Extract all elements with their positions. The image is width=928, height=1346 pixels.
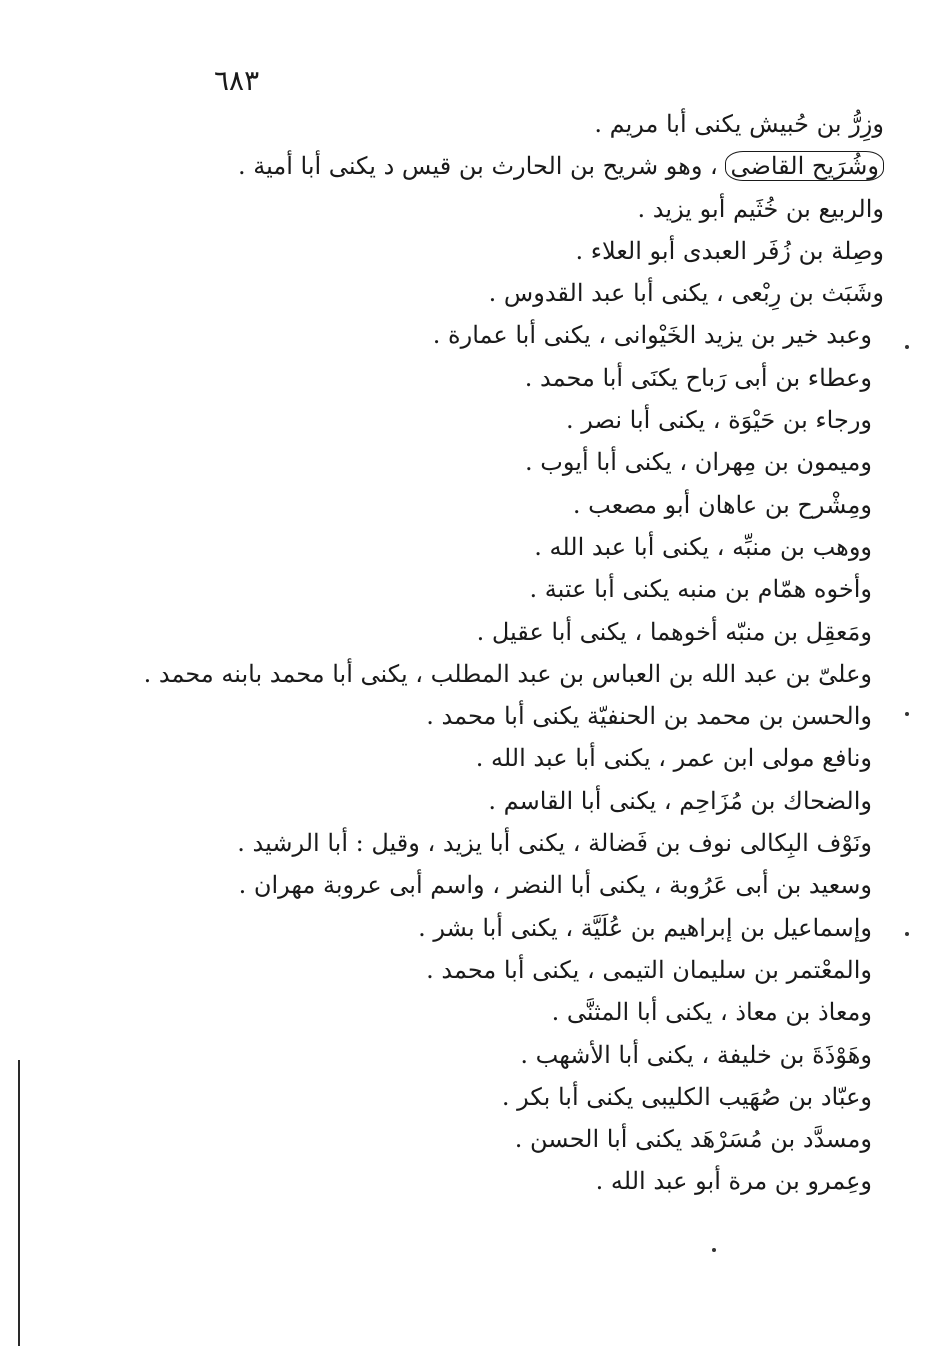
text-line: وعبد خير بن يزيد الخَيْوانى ، يكنى أبا عمارة . [432,321,872,350]
text-line: والضحاك بن مُزَاحِم ، يكنى أبا القاسم . [488,786,872,815]
margin-dot [905,712,909,716]
circled-name: وشُرَيح القاضى [725,151,884,181]
text-line: ومعاذ بن معاذ ، يكنى أبا المثنَّى . [551,998,872,1027]
text-line: ووهب بن منبِّه ، يكنى أبا عبد الله . [534,532,872,561]
text-line: وإسماعيل بن إبراهيم بن عُلَيَّة ، يكنى أبا بشر . [418,913,872,942]
margin-dot [712,1248,716,1252]
margin-dot [905,345,909,349]
text-line: وزِرُّ بن حُبيش يكنى أبا مريم . [594,110,884,138]
text-lines [143,103,892,1203]
text-line: وسعيد بن أبى عَرُوبة ، يكنى أبا النضر ، واسم أبى عروبة مهران . [238,871,872,900]
text-line: وعبّاد بن صُهَيب الكليبى يكنى أبا بكر . [501,1082,872,1111]
text-line: ومِشْرح بن عاهان أبو مصعب . [572,490,872,519]
text-line: وصِلة بن زُفَر العبدى أبو العلاء . [575,236,884,265]
text-line: وأخوه همّام بن منبه يكنى أبا عتبة . [529,575,872,604]
text-line: والمعْتمر بن سليمان التيمى ، يكنى أبا محمد . [426,955,872,984]
text-line-circled [212,145,892,187]
text-line: وعِمرو بن مرة أبو عبد الله . [595,1167,872,1196]
text-line: ومسدَّد بن مُسَرْهَد يكنى أبا الحسن . [514,1125,872,1154]
page-number: ٦٨٣ [214,64,260,97]
text-line: وميمون بن مِهران ، يكنى أبا أيوب . [525,448,872,477]
text-line: ورجاء بن حَيْوَة ، يكنى أبا نصر . [566,406,872,435]
text-line: وعطاء بن أبى رَباح يكنَى أبا محمد . [524,363,872,392]
text-line: ونَوْف البِكالى نوف بن فَضالة ، يكنى أبا يزيد ، وقيل : أبا الرشيد . [237,829,872,858]
text-line-rest: ، وهو شريح بن الحارث بن قيس د يكنى أبا أمية . [238,152,726,181]
margin-rule [18,1060,20,1346]
margin-dot [905,932,909,936]
text-line: وهَوْذَةَ بن خليفة ، يكنى أبا الأشهب . [520,1040,872,1069]
text-line: وعلىّ بن عبد الله بن العباس بن عبد المطلب ، يكنى أبا محمد بابنه محمد . [143,659,872,688]
text-line: ونافع مولى ابن عمر ، يكنى أبا عبد الله . [475,744,872,773]
text-line: ومَعقِل بن منبّه أخوهما ، يكنى أبا عقيل . [476,617,872,646]
text-line: والحسن بن محمد بن الحنفيّة يكنى أبا محمد . [426,702,872,731]
text-line: وشَبَث بن رِبْعى ، يكنى أبا عبد القدوس . [488,279,884,308]
text-line: والربيع بن خُثَيم أبو يزيد . [637,194,884,223]
